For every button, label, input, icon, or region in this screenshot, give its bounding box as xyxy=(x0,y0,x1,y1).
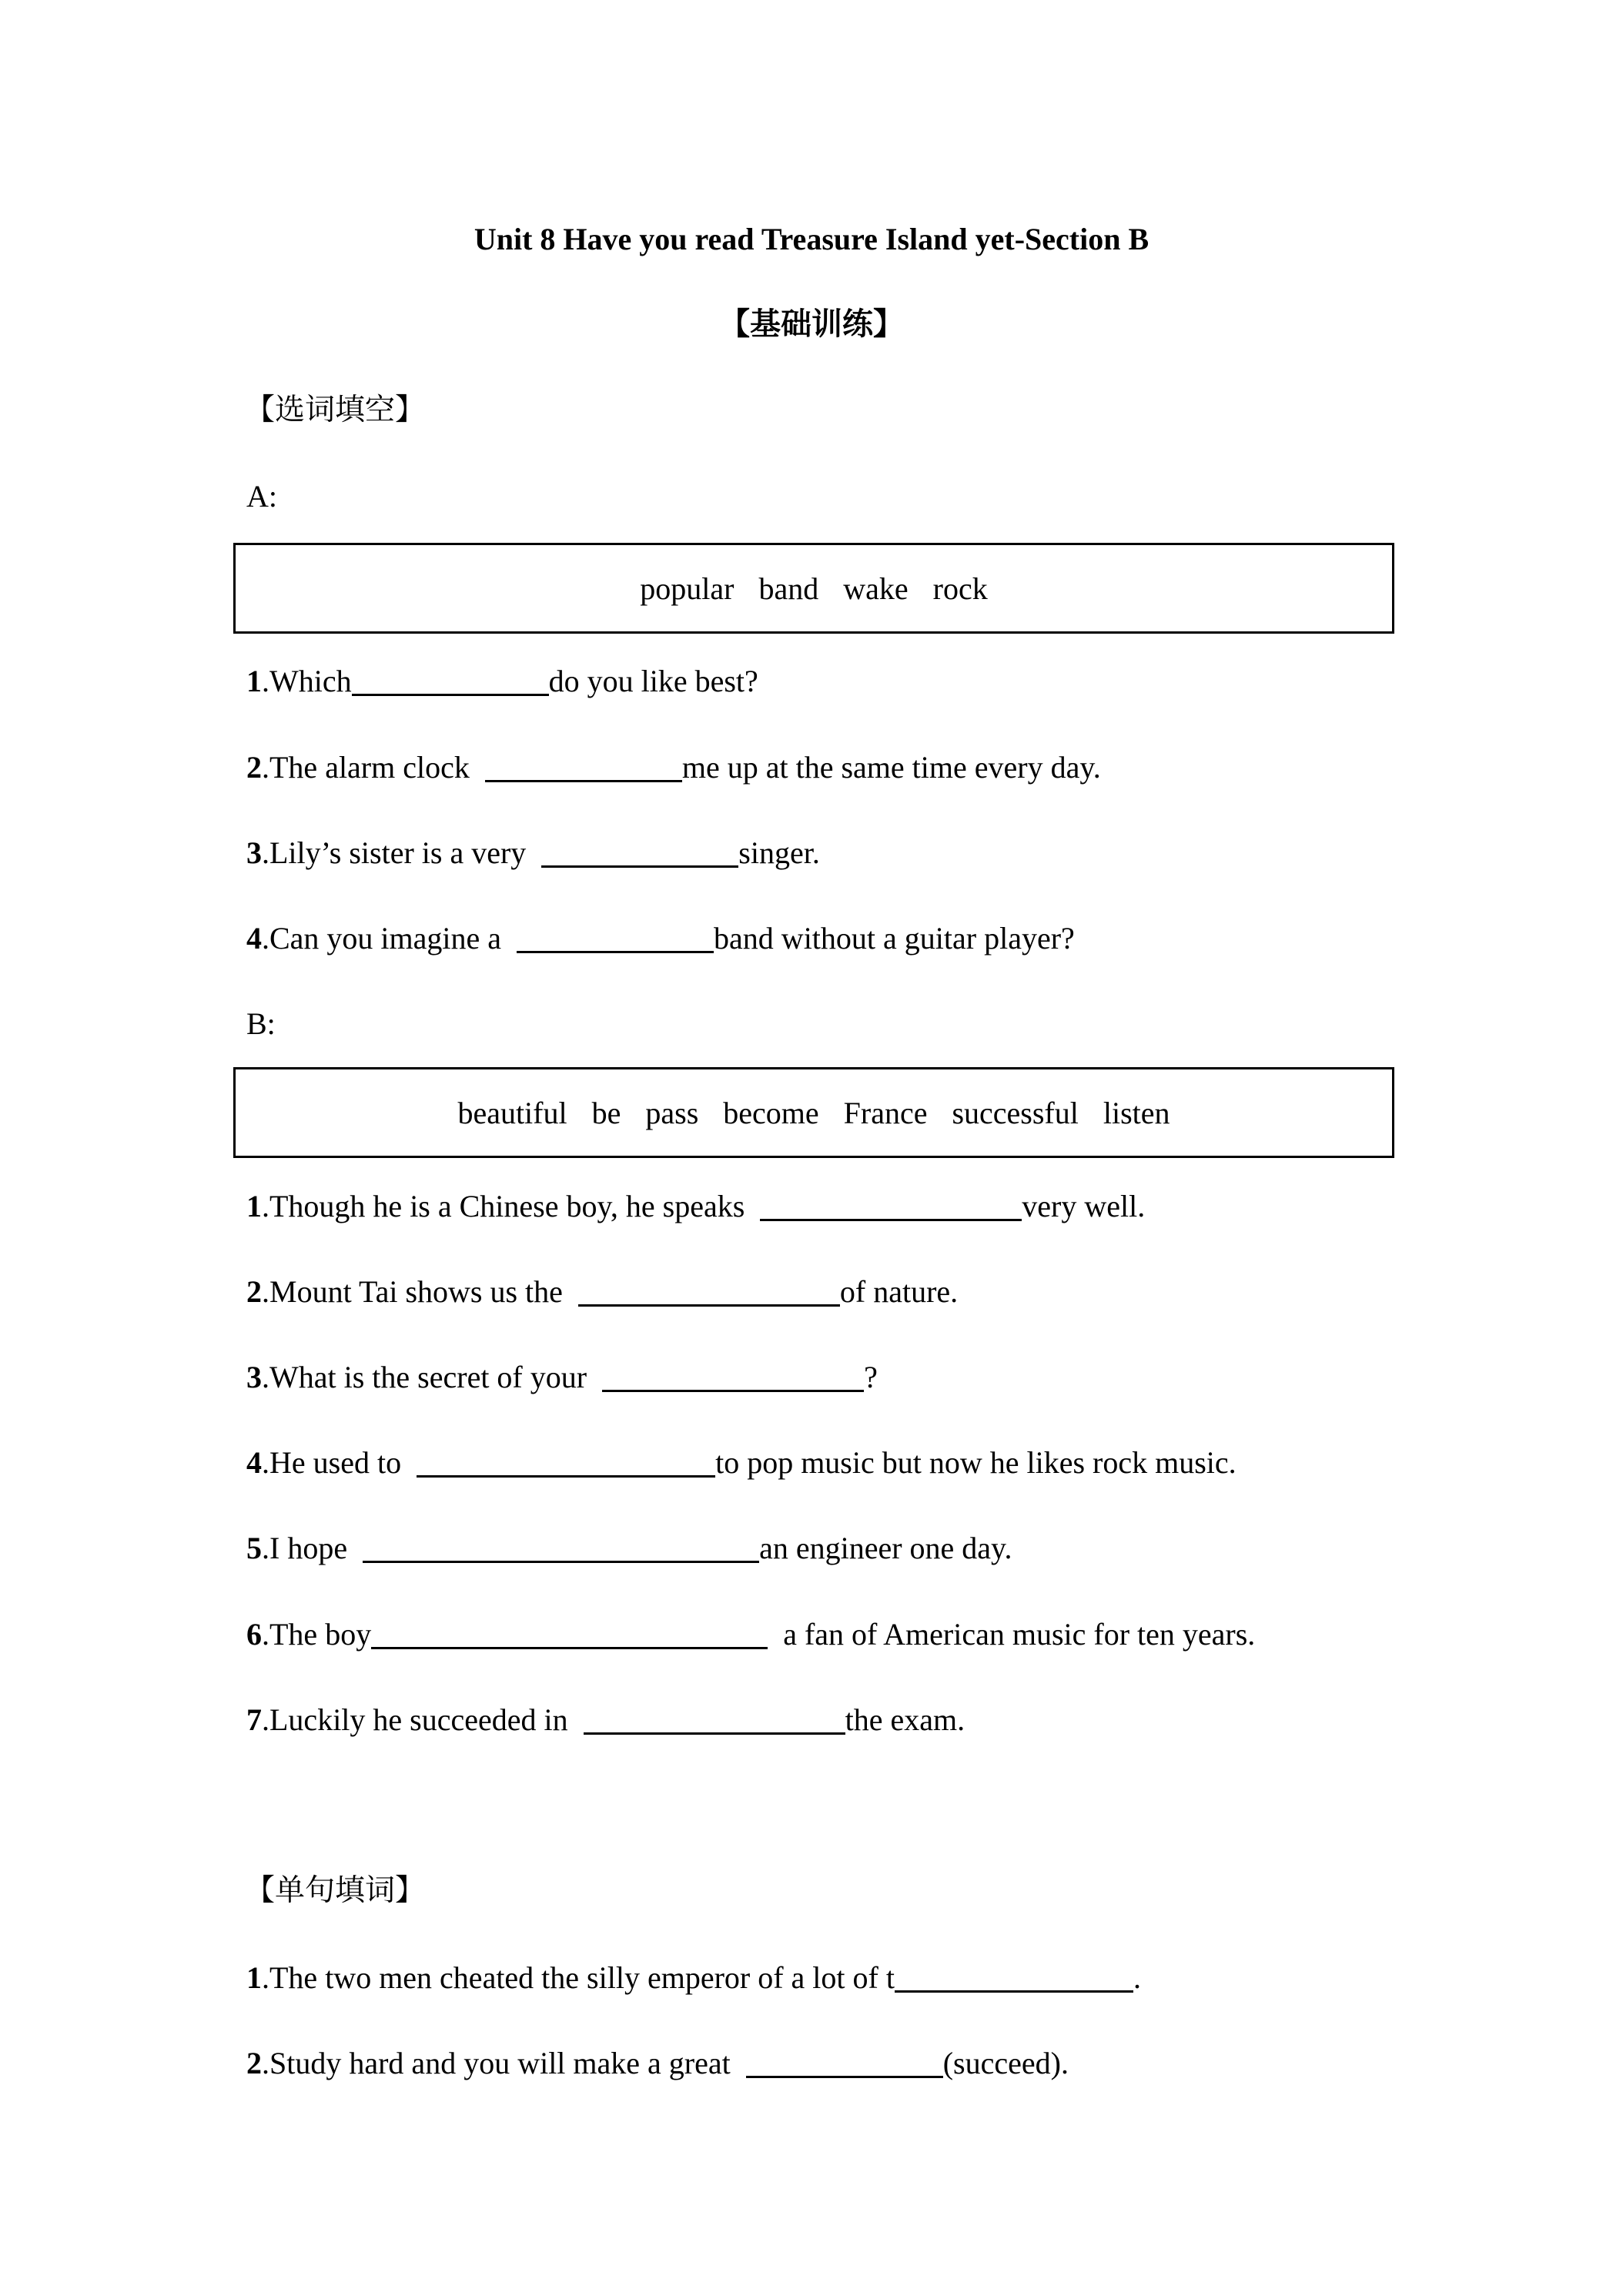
question-text-before: .I hope xyxy=(262,1531,356,1565)
question-text-before: .Mount Tai shows us the xyxy=(262,1274,571,1309)
word-bank-item: rock xyxy=(932,571,988,606)
word-bank-item: listen xyxy=(1103,1095,1170,1130)
question-b7 xyxy=(246,1699,965,1742)
question-text-before: .Can you imagine a xyxy=(262,921,510,956)
answer-blank[interactable] xyxy=(584,1702,845,1735)
page-title: Unit 8 Have you read Treasure Island yet-Section B xyxy=(474,222,1149,256)
question-text-after: the exam. xyxy=(845,1702,965,1737)
question-text-after: a fan of American music for ten years. xyxy=(775,1617,1256,1652)
question-text-before: .He used to xyxy=(262,1445,410,1480)
question-text-after: band without a guitar player? xyxy=(714,921,1075,956)
question-a3 xyxy=(246,832,820,875)
answer-blank[interactable] xyxy=(363,1530,759,1563)
question-text-before: .Lily’s sister is a very xyxy=(262,835,534,870)
question-text-before: .The alarm clock xyxy=(262,750,477,785)
question-a1 xyxy=(246,660,758,703)
question-text-before: .Which xyxy=(262,664,352,698)
question-number: 5 xyxy=(246,1531,262,1565)
section-heading-fill-words: 【单句填词】 xyxy=(245,1873,426,1908)
word-bank-item: become xyxy=(723,1095,819,1130)
question-text-after: singer. xyxy=(738,835,820,870)
question-text-after: to pop music but now he likes rock music. xyxy=(715,1445,1236,1480)
answer-blank[interactable] xyxy=(746,2045,943,2078)
word-bank-item: band xyxy=(758,571,819,606)
answer-blank[interactable] xyxy=(352,663,549,696)
question-a4 xyxy=(246,917,1075,960)
question-text-after: an engineer one day. xyxy=(759,1531,1012,1565)
question-text-after: . xyxy=(1133,1960,1141,1995)
question-text-before: .Luckily he succeeded in xyxy=(262,1702,576,1737)
answer-blank[interactable] xyxy=(895,1960,1133,1993)
part-a-label: A: xyxy=(246,479,277,514)
question-text-before: .The boy xyxy=(262,1617,372,1652)
answer-blank[interactable] xyxy=(602,1359,864,1392)
question-b2 xyxy=(246,1270,958,1314)
question-number: 1 xyxy=(246,664,262,698)
question-number: 1 xyxy=(246,1189,262,1223)
question-number: 2 xyxy=(246,1274,262,1309)
question-number: 1 xyxy=(246,1960,262,1995)
word-bank-b xyxy=(233,1067,1394,1158)
question-b4 xyxy=(246,1441,1236,1484)
question-b3 xyxy=(246,1356,878,1399)
question-c1 xyxy=(246,1956,1141,2000)
question-number: 3 xyxy=(246,1360,262,1394)
question-a2 xyxy=(246,746,1101,789)
question-c2 xyxy=(246,2042,1069,2085)
question-text-after: me up at the same time every day. xyxy=(681,750,1101,785)
word-bank-item: France xyxy=(843,1095,928,1130)
answer-blank[interactable] xyxy=(371,1616,768,1649)
page-subtitle: 【基础训练】 xyxy=(719,306,904,342)
question-number: 2 xyxy=(246,750,262,785)
question-text-before: .Though he is a Chinese boy, he speaks xyxy=(262,1189,753,1223)
question-text-after: ? xyxy=(864,1360,878,1394)
word-bank-item: beautiful xyxy=(457,1095,567,1130)
word-bank-item: successful xyxy=(952,1095,1079,1130)
question-text-before: .Study hard and you will make a great xyxy=(262,2046,738,2080)
question-b6 xyxy=(246,1613,1255,1656)
question-text-after: do you like best? xyxy=(548,664,758,698)
question-number: 6 xyxy=(246,1617,262,1652)
question-number: 2 xyxy=(246,2046,262,2080)
question-number: 7 xyxy=(246,1702,262,1737)
question-b5 xyxy=(246,1527,1012,1570)
question-text-before: .The two men cheated the silly emperor of a lot of t xyxy=(262,1960,895,1995)
question-text-after: of nature. xyxy=(839,1274,959,1309)
answer-blank[interactable] xyxy=(578,1274,840,1307)
answer-blank[interactable] xyxy=(760,1188,1022,1221)
word-bank-item: wake xyxy=(843,571,909,606)
word-bank-a xyxy=(233,543,1394,634)
question-number: 4 xyxy=(246,921,262,956)
word-bank-item: pass xyxy=(645,1095,699,1130)
answer-blank[interactable] xyxy=(517,920,714,953)
answer-blank[interactable] xyxy=(541,835,738,868)
question-number: 4 xyxy=(246,1445,262,1480)
question-text-after: very well. xyxy=(1022,1189,1146,1223)
section-heading-word-choice: 【选词填空】 xyxy=(245,393,426,427)
part-b-label: B: xyxy=(246,1006,276,1041)
answer-blank[interactable] xyxy=(485,749,682,782)
word-bank-item: be xyxy=(591,1095,621,1130)
question-text-after: (succeed). xyxy=(942,2046,1069,2080)
question-text-before: .What is the secret of your xyxy=(262,1360,595,1394)
question-number: 3 xyxy=(246,835,262,870)
word-bank-item: popular xyxy=(640,571,735,606)
answer-blank[interactable] xyxy=(417,1444,715,1478)
question-b1 xyxy=(246,1185,1145,1228)
